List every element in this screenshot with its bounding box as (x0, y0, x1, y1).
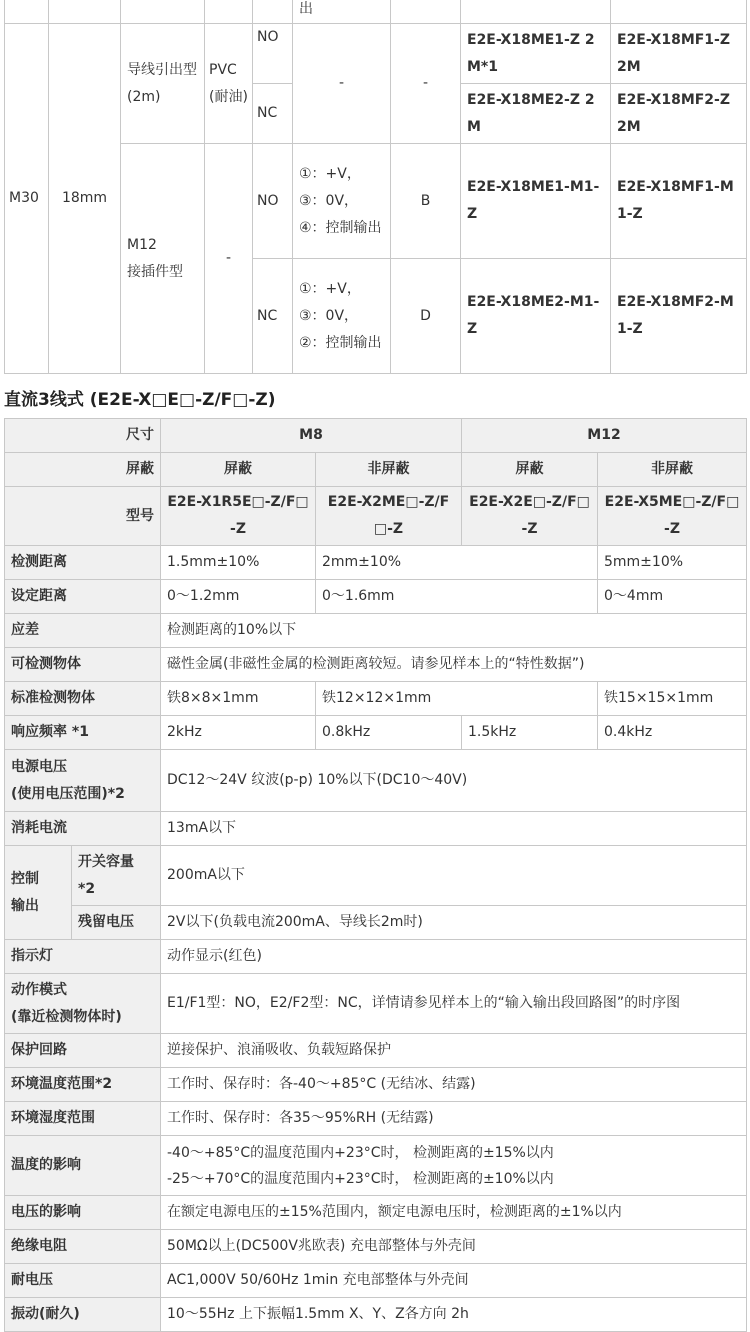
size-cell: M30 (5, 24, 49, 374)
row-label: 检测距离 (5, 546, 161, 580)
row-label: 控制 输出 (5, 846, 72, 940)
value-cell: 1.5mm±10% (161, 546, 316, 580)
connector-material-cell: - (205, 144, 253, 374)
model-cell: E2E-X18ME2-Z 2M (461, 84, 611, 144)
row-label: 指示灯 (5, 940, 161, 974)
connector-code-cell: D (391, 259, 461, 374)
header-unshielded: 非屏蔽 (316, 453, 462, 487)
value-cell: 1.5kHz (462, 716, 598, 750)
cable-code-cell: - (391, 24, 461, 144)
header-shielded: 屏蔽 (462, 453, 598, 487)
pin-assign-cell: ①：+V， ③：0V， ②：控制输出 (293, 259, 391, 374)
value-cell: 动作显示(红色) (161, 940, 747, 974)
row-label: 设定距离 (5, 580, 161, 614)
cable-type-cell: 导线引出型 (2m) (121, 24, 205, 144)
value-cell: 在额定电源电压的±15%范围内，额定电源电压时，检测距离的±1%以内 (161, 1196, 747, 1230)
value-cell: AC1,000V 50/60Hz 1min 充电部整体与外壳间 (161, 1264, 747, 1298)
value-cell: 逆接保护、浪涌吸收、负载短路保护 (161, 1034, 747, 1068)
prev-row-tail: 出 (293, 0, 391, 24)
row-label: 电压的影响 (5, 1196, 161, 1230)
row-label: 振动(耐久) (5, 1298, 161, 1332)
value-cell: 0～1.6mm (316, 580, 598, 614)
model-cell: E2E-X18ME1-M1-Z (461, 144, 611, 259)
value-cell: 13mA以下 (161, 812, 747, 846)
value-cell: 工作时、保存时：各-40～+85°C (无结冰、结露) (161, 1068, 747, 1102)
value-cell: 50MΩ以上(DC500Ⅴ兆欧表) 充电部整体与外壳间 (161, 1230, 747, 1264)
row-label: 可检测物体 (5, 648, 161, 682)
spec-table (4, 418, 747, 1332)
row-label: 绝缘电阻 (5, 1230, 161, 1264)
model-cell: E2E-X18ME2-M1-Z (461, 259, 611, 374)
model-cell: E2E-X18MF1-Z 2M (611, 24, 747, 84)
value-cell: 工作时、保存时：各35～95%RH (无结露) (161, 1102, 747, 1136)
model-header-cell: E2E-X1R5E□-Z/F□-Z (161, 487, 316, 546)
model-cell: E2E-X18MF2-M1-Z (611, 259, 747, 374)
row-sublabel: 开关容量 *2 (72, 846, 161, 906)
header-shielded: 屏蔽 (161, 453, 316, 487)
value-cell: 0.8kHz (316, 716, 462, 750)
row-label: 动作模式 (靠近检测物体时) (5, 974, 161, 1034)
output-nc-cell: NC (253, 259, 293, 374)
value-cell: 200mA以下 (161, 846, 747, 906)
model-header-cell: E2E-X2ME□-Z/F□-Z (316, 487, 462, 546)
value-cell: 磁性金属(非磁性金属的检测距离较短。请参见样本上的“特性数据”) (161, 648, 747, 682)
value-cell: 2kHz (161, 716, 316, 750)
header-m8: M8 (161, 419, 462, 453)
header-model: 型号 (5, 487, 161, 546)
output-nc-cell: NC (253, 84, 293, 144)
cable-material-cell: PVC (耐油) (205, 24, 253, 144)
value-cell: 2mm±10% (316, 546, 598, 580)
row-sublabel: 残留电压 (72, 906, 161, 940)
row-label: 应差 (5, 614, 161, 648)
header-shield: 屏蔽 (5, 453, 161, 487)
value-cell: 铁8×8×1mm (161, 682, 316, 716)
value-cell: E1/F1型：NO，E2/F2型：NC，详情请参见样本上的“输入输出段回路图”的时序图 (161, 974, 747, 1034)
value-cell: DC12～24V 纹波(p-p) 10%以下(DC10～40V) (161, 750, 747, 812)
model-cell: E2E-X18MF1-M1-Z (611, 144, 747, 259)
row-label: 耐电压 (5, 1264, 161, 1298)
value-cell: -40～+85°C的温度范围内+23°C时， 检测距离的±15%以内 -25～+70°C的温度范围内+23°C时， 检测距离的±10%以内 (161, 1136, 747, 1196)
value-cell: 检测距离的10%以下 (161, 614, 747, 648)
row-label: 保护回路 (5, 1034, 161, 1068)
output-no-cell: NO (253, 144, 293, 259)
row-label: 环境湿度范围 (5, 1102, 161, 1136)
cable-pins-cell: - (293, 24, 391, 144)
value-cell: 0.4kHz (598, 716, 747, 750)
model-header-cell: E2E-X5ME□-Z/F□-Z (598, 487, 747, 546)
row-label: 环境温度范围*2 (5, 1068, 161, 1102)
header-unshielded: 非屏蔽 (598, 453, 747, 487)
header-size: 尺寸 (5, 419, 161, 453)
value-cell: 铁12×12×1mm (316, 682, 598, 716)
header-m12: M12 (462, 419, 747, 453)
output-no-cell: NO (253, 24, 293, 84)
value-cell: 铁15×15×1mm (598, 682, 747, 716)
model-cell: E2E-X18ME1-Z 2M*1 (461, 24, 611, 84)
pin-assign-cell: ①：+V， ③：0V， ④：控制输出 (293, 144, 391, 259)
row-label: 响应频率 *1 (5, 716, 161, 750)
value-cell: 0～1.2mm (161, 580, 316, 614)
value-cell: 5mm±10% (598, 546, 747, 580)
row-label: 标准检测物体 (5, 682, 161, 716)
value-cell: 10～55Hz 上下振幅1.5mm X、Y、Z各方向 2h (161, 1298, 747, 1332)
value-cell: 2V以下(负载电流200mA、导线长2m时) (161, 906, 747, 940)
row-label: 消耗电流 (5, 812, 161, 846)
connector-type-cell: M12 接插件型 (121, 144, 205, 374)
connector-code-cell: B (391, 144, 461, 259)
top-model-table (4, 0, 747, 374)
row-label: 温度的影响 (5, 1136, 161, 1196)
value-cell: 0～4mm (598, 580, 747, 614)
distance-cell: 18mm (49, 24, 121, 374)
model-cell: E2E-X18MF2-Z 2M (611, 84, 747, 144)
model-header-cell: E2E-X2E□-Z/F□-Z (462, 487, 598, 546)
section-title: 直流3线式 (E2E-X□E□-Z/F□-Z) (4, 390, 276, 410)
row-label: 电源电压 (使用电压范围)*2 (5, 750, 161, 812)
